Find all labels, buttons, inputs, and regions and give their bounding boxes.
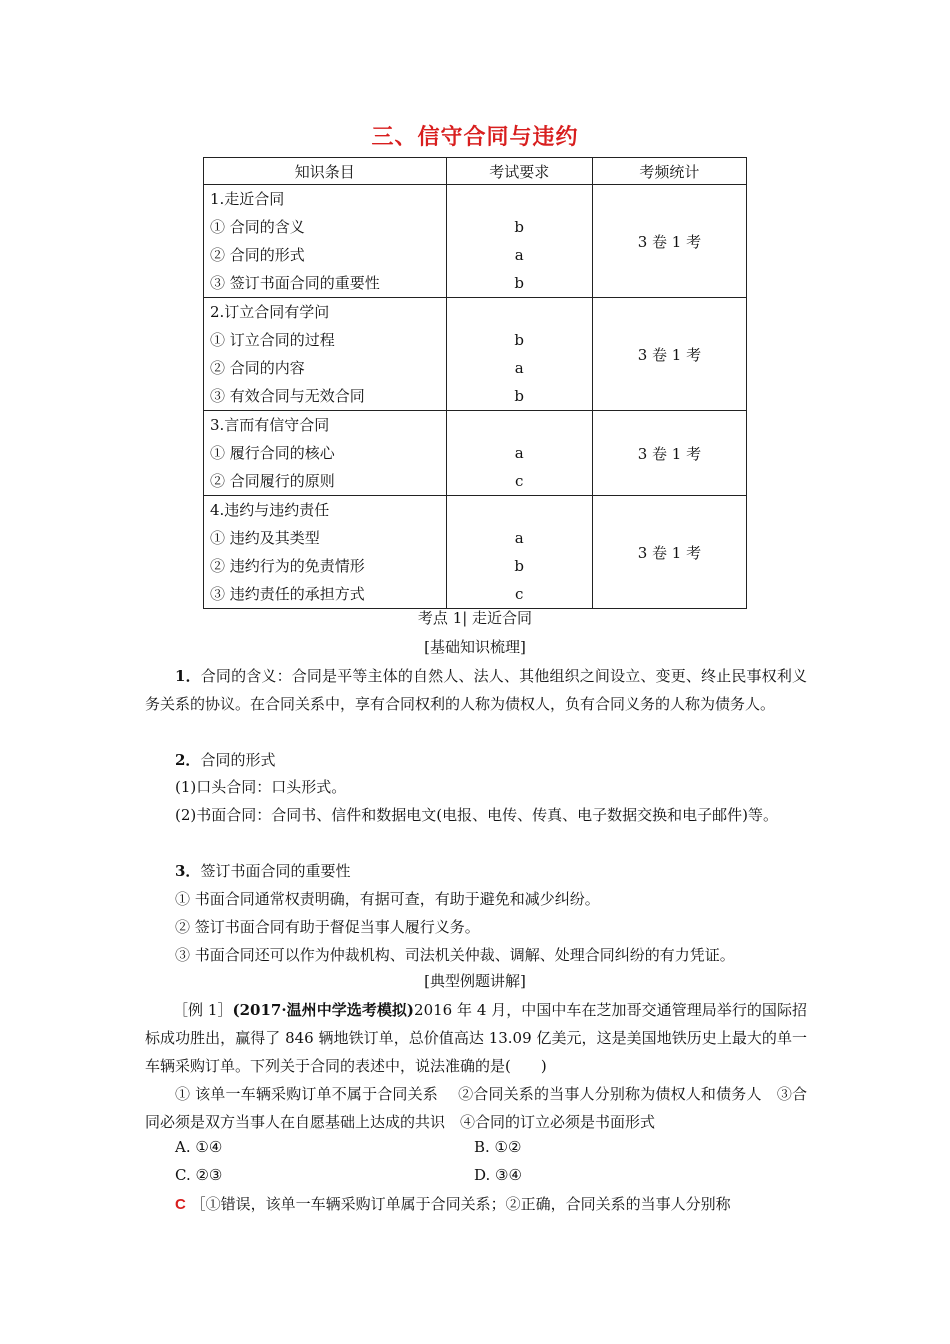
table-header: 知识条目 xyxy=(204,158,447,185)
form-written: (2)书面合同：合同书、信件和数据电文(电报、电传、传真、电子数据交换和电子邮件)等。 xyxy=(175,806,778,824)
knowledge-items xyxy=(204,411,447,496)
table-header: 考频统计 xyxy=(592,158,746,185)
paragraph-number: 3． xyxy=(175,862,201,880)
paragraph-text: 合同的含义：合同是平等主体的自然人、法人、其他组织之间设立、变更、终止民事权利义务关系的协议。在合同关系中，享有合同权利的人称为债权人，负有合同义务的人称为债务人。 xyxy=(145,667,807,713)
example-label: ［例 1］ xyxy=(173,1001,233,1019)
example-text: 2016 年 4 月，中国中车在芝加哥交通管理局举行的国际招标成功胜出，赢得了 846 辆地铁订单，总价值高达 13.09 亿美元，这是美国地铁历史上最大的单一车辆采购订单。下列关于合同的表述中，说法准确的是( ) xyxy=(145,1001,808,1075)
requirements xyxy=(446,298,592,411)
item: ② 合同的形式 xyxy=(210,246,305,264)
paragraph-contract-forms xyxy=(145,746,807,774)
item: ③ 有效合同与无效合同 xyxy=(210,387,365,405)
table-header: 考试要求 xyxy=(446,158,592,185)
requirement: a xyxy=(514,444,524,462)
item-heading: 4.违约与违约责任 xyxy=(210,501,330,519)
example-statements: ① 该单一车辆采购订单不属于合同关系 ②合同关系的当事人分别称为债权人和债务人 ③合同必须是双方当事人在自愿基础上达成的共识 ④合同的订立必须是书面形式 xyxy=(145,1085,807,1131)
paragraph-number: 2． xyxy=(175,751,201,769)
requirement: b xyxy=(514,557,524,575)
frequency: 3 卷 1 考 xyxy=(592,298,746,411)
item: ② 合同的内容 xyxy=(210,359,305,377)
item: ① 合同的含义 xyxy=(210,218,305,236)
section-heading-basics: [基础知识梳理] xyxy=(424,638,526,656)
paragraph-text: 合同的形式 xyxy=(200,751,276,769)
item: ① 违约及其类型 xyxy=(210,529,320,547)
option-b[interactable]: B. ①② xyxy=(474,1138,522,1156)
table-row xyxy=(204,185,747,298)
requirement: b xyxy=(514,274,524,292)
table-row xyxy=(204,411,747,496)
page-title: 三、信守合同与违约 xyxy=(371,124,579,150)
item: ③ 签订书面合同的重要性 xyxy=(210,274,380,292)
table-row xyxy=(204,496,747,609)
requirement: a xyxy=(514,529,524,547)
paragraph-written-importance xyxy=(145,857,807,885)
item: ① 订立合同的过程 xyxy=(210,331,335,349)
requirements xyxy=(446,411,592,496)
item: ③ 违约责任的承担方式 xyxy=(210,585,365,603)
paragraph-number: 1． xyxy=(175,667,201,685)
item: ② 合同履行的原则 xyxy=(210,472,335,490)
example-question xyxy=(145,996,807,1080)
paragraph-text: 签订书面合同的重要性 xyxy=(200,862,351,880)
example-source: (2017·温州中学选考模拟) xyxy=(232,1001,415,1019)
item: ① 履行合同的核心 xyxy=(210,444,335,462)
knowledge-items xyxy=(204,298,447,411)
option-a[interactable]: A. ①④ xyxy=(175,1138,223,1156)
knowledge-table xyxy=(203,157,747,609)
answer-text: ［①错误，该单一车辆采购订单属于合同关系；②正确，合同关系的当事人分别称 xyxy=(190,1195,731,1213)
knowledge-items xyxy=(204,496,447,609)
section-heading-examples: [典型例题讲解] xyxy=(424,972,526,990)
knowledge-items xyxy=(204,185,447,298)
table-row xyxy=(204,298,747,411)
frequency: 3 卷 1 考 xyxy=(592,496,746,609)
requirements xyxy=(446,185,592,298)
importance-point: ① 书面合同通常权责明确，有据可查，有助于避免和减少纠纷。 xyxy=(175,890,600,908)
frequency: 3 卷 1 考 xyxy=(592,185,746,298)
form-oral: (1)口头合同：口头形式。 xyxy=(175,778,347,796)
frequency: 3 卷 1 考 xyxy=(592,411,746,496)
requirement: a xyxy=(514,246,524,264)
requirement: c xyxy=(515,585,524,603)
kaodian-heading: 考点 1| 走近合同 xyxy=(417,609,533,627)
importance-point: ② 签订书面合同有助于督促当事人履行义务。 xyxy=(175,918,480,936)
requirement: b xyxy=(514,387,524,405)
item-heading: 3.言而有信守合同 xyxy=(210,416,330,434)
requirement: c xyxy=(515,472,524,490)
option-d[interactable]: D. ③④ xyxy=(474,1166,522,1184)
table-header-row xyxy=(204,158,747,185)
option-c[interactable]: C. ②③ xyxy=(175,1166,223,1184)
item: ② 违约行为的免责情形 xyxy=(210,557,365,575)
requirement: a xyxy=(514,359,524,377)
requirement: b xyxy=(514,331,524,349)
paragraph-contract-meaning xyxy=(145,662,807,718)
importance-point: ③ 书面合同还可以作为仲裁机构、司法机关仲裁、调解、处理合同纠纷的有力凭证。 xyxy=(175,946,735,964)
item-heading: 2.订立合同有学问 xyxy=(210,303,330,321)
item-heading: 1.走近合同 xyxy=(210,190,285,208)
requirement: b xyxy=(514,218,524,236)
requirements xyxy=(446,496,592,609)
answer-explanation xyxy=(145,1190,807,1219)
answer-letter: C xyxy=(175,1196,186,1213)
